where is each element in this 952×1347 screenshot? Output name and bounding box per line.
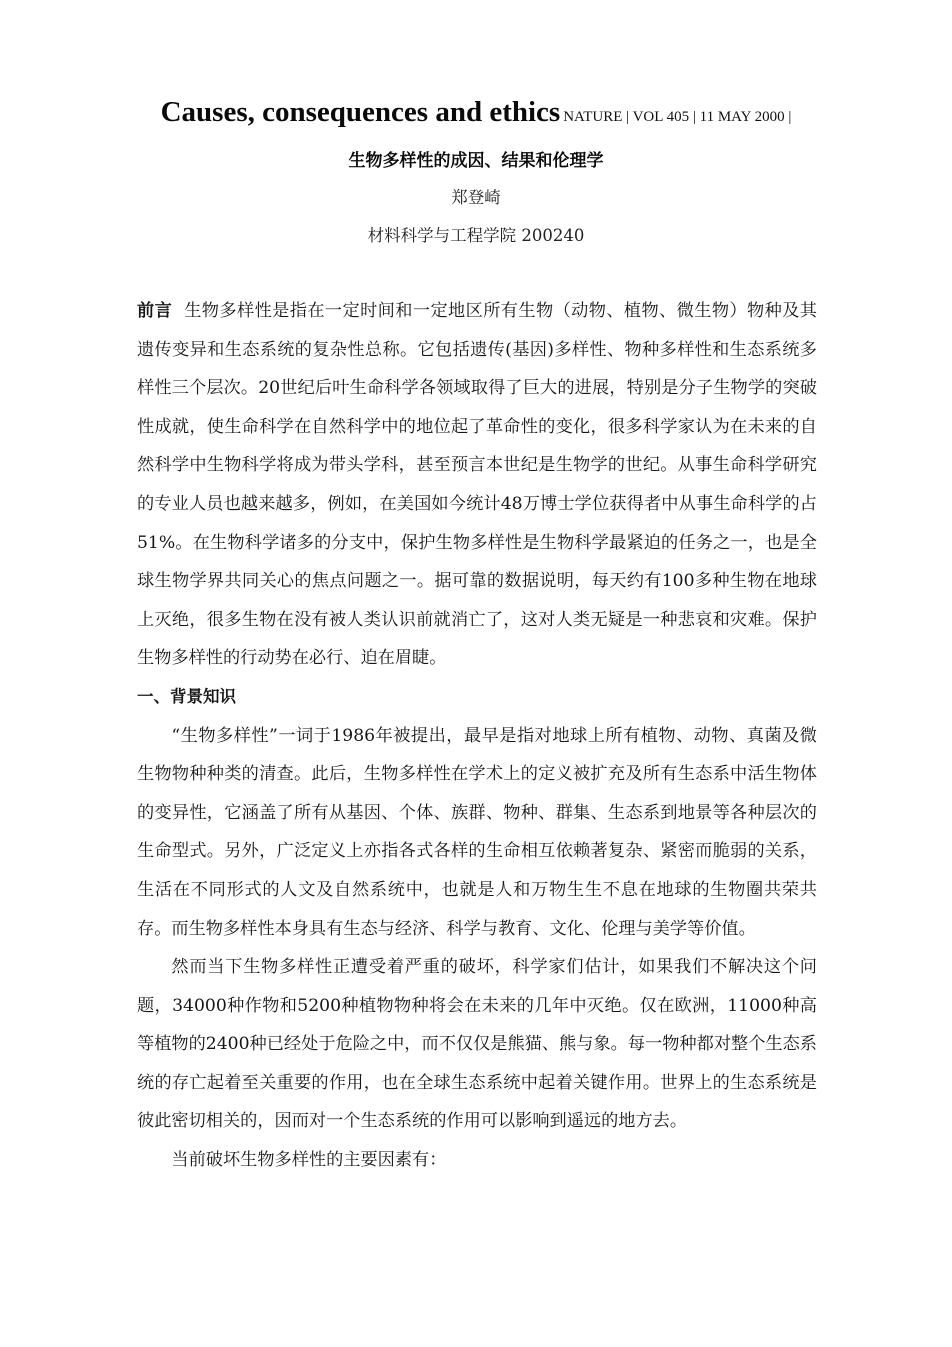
paper-title: Causes, consequences and ethics bbox=[160, 96, 561, 128]
title-line bbox=[0, 96, 952, 129]
preface-text: 生物多样性是指在一定时间和一定地区所有生物（动物、植物、微生物）物种及其遗传变异和生态系统的复杂性总称。它包括遗传(基因)多样性、物种多样性和生态系统多样性三个层次。20世纪后叶生命科学各领域取得了巨大的进展，特别是分子生物学的突破性成就，使生命科学在自然科学中的地位起了革命性的变化，很多科学家认为在未来的自然科学中生物科学将成为带头学科，甚至预言本世纪是生物学的世纪。从事生命科学研究的专业人员也越来越多，例如，在美国如今统计48万博士学位获得者中从事生命科学的占51%。在生物科学诸多的分支中，保护生物多样性是生物科学最紧迫的任务之一，也是全球生物学界共同关心的焦点问题之一。据可靠的数据说明，每天约有100多种生物在地球上灭绝，很多生物在没有被人类认识前就消亡了，这对人类无疑是一种悲哀和灾难。保护生物多样性的行动势在必行、迫在眉睫。 bbox=[137, 301, 817, 669]
citation: NATURE | VOL 405 | 11 MAY 2000 | bbox=[563, 109, 792, 125]
paragraph: 当前破坏生物多样性的主要因素有： bbox=[171, 1150, 447, 1171]
section-heading: 一、背景知识 bbox=[137, 686, 236, 706]
author-affiliation: 材料科学与工程学院 200240 bbox=[367, 226, 585, 245]
chinese-subtitle: 生物多样性的成因、结果和伦理学 bbox=[348, 151, 604, 171]
body-text bbox=[137, 292, 817, 1180]
paragraph: “生物多样性”一词于1986年被提出，最早是指对地球上所有植物、动物、真菌及微生物物种种类的清查。此后，生物多样性在学术上的定义被扩充及所有生态系中活生物体的变异性，它涵盖了所有从基因、个体、族群、物种、群集、生态系到地景等各种层次的生命型式。另外，广泛定义上亦指各式各样的生命相互依赖著复杂、紧密而脆弱的关系，生活在不同形式的人文及自然系统中，也就是人和万物生生不息在地球的生物圈共荣共存。而生物多样性本身具有生态与经济、科学与教育、文化、伦理与美学等价值。 bbox=[137, 725, 817, 939]
paragraph: 然而当下生物多样性正遭受着严重的破坏，科学家们估计，如果我们不解决这个问题，34000种作物和5200种植物物种将会在未来的几年中灭绝。仅在欧洲，11000种高等植物的2400种已经处于危险之中，而不仅仅是熊猫、熊与象。每一物种都对整个生态系统的存亡起着至关重要的作用，也在全球生态系统中起着关键作用。世界上的生态系统是彼此密切相关的，因而对一个生态系统的作用可以影响到遥远的地方去。 bbox=[137, 957, 817, 1132]
preface-paragraph bbox=[137, 292, 817, 678]
preface-label: 前言 bbox=[137, 301, 173, 321]
author-name: 郑登崎 bbox=[451, 188, 501, 207]
